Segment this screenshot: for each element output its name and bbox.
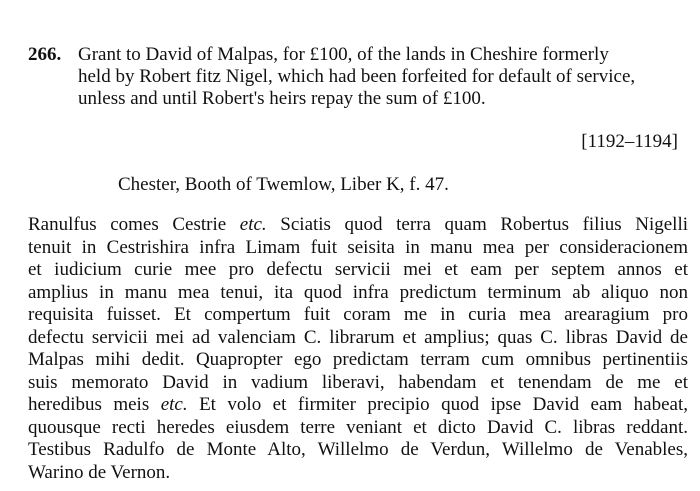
charter-line	[28, 282, 688, 305]
entry-header	[28, 44, 688, 110]
summary-line: held by Robert fitz Nigel, which had been forfeited for default of service,	[78, 66, 636, 87]
charter-text-segment: Warino de Vernon.	[28, 461, 171, 483]
charter-line	[28, 349, 688, 372]
charter-line	[28, 462, 688, 485]
charter-line	[28, 439, 688, 462]
charter-line	[28, 327, 688, 350]
charter-line	[28, 417, 688, 440]
charter-text-segment: suis memorato David in vadium liberavi, habendam et tenendam de me et	[28, 371, 688, 393]
charter-line	[28, 304, 688, 327]
summary-line: unless and until Robert's heirs repay the sum of £100.	[78, 88, 486, 109]
entry-date: [1192–1194]	[581, 131, 678, 152]
summary-line: Grant to David of Malpas, for £100, of the lands in Cheshire formerly	[78, 44, 609, 65]
charter-text-segment: amplius in manu mea tenui, ita quod infra predictum terminum ab aliquo non	[28, 281, 688, 303]
charter-line	[28, 259, 688, 282]
charter-text-segment: requisita fuisset. Et compertum fuit coram me in curia mea arearagium pro	[28, 304, 688, 325]
charter-text-segment: et iudicium curie mee pro defectu servicii mei et eam per septem annos et	[28, 259, 688, 280]
charter-italic-segment: etc.	[160, 394, 188, 415]
charter-text-segment: heredibus meis	[28, 394, 161, 415]
charter-line	[28, 372, 688, 395]
charter-text-segment: tenuit in Cestrishira infra Limam fuit seisita in manu mea per consideracionem	[28, 236, 688, 258]
charter-text-segment: Sciatis quod terra quam Robertus filius Nigelli	[266, 214, 689, 235]
charter-text-segment: defectu servicii mei ad valenciam C. librarum et amplius; quas C. libras David de	[28, 326, 688, 348]
entry-source: Chester, Booth of Twemlow, Liber K, f. 47.	[118, 174, 449, 195]
charter-line	[28, 394, 688, 417]
entry-summary	[78, 44, 688, 110]
charter-text-segment: Testibus Radulfo de Monte Alto, Willelmo de Verdun, Willelmo de Venables,	[28, 439, 688, 460]
charter-italic-segment: etc.	[239, 214, 267, 235]
charter-text-segment: Malpas mihi dedit. Quapropter ego predictam terram cum omnibus pertinentiis	[28, 349, 688, 370]
charter-line	[28, 237, 688, 260]
entry-number: 266.	[28, 44, 62, 65]
charter-text-segment: quousque recti heredes eiusdem terre veniant et dicto David C. libras reddant.	[28, 416, 688, 438]
charter-text-segment: Et volo et firmiter precipio quod ipse David eam habeat,	[187, 394, 688, 415]
charter-text	[28, 214, 688, 484]
charter-line	[28, 214, 688, 237]
charter-text-segment: Ranulfus comes Cestrie	[28, 214, 240, 235]
